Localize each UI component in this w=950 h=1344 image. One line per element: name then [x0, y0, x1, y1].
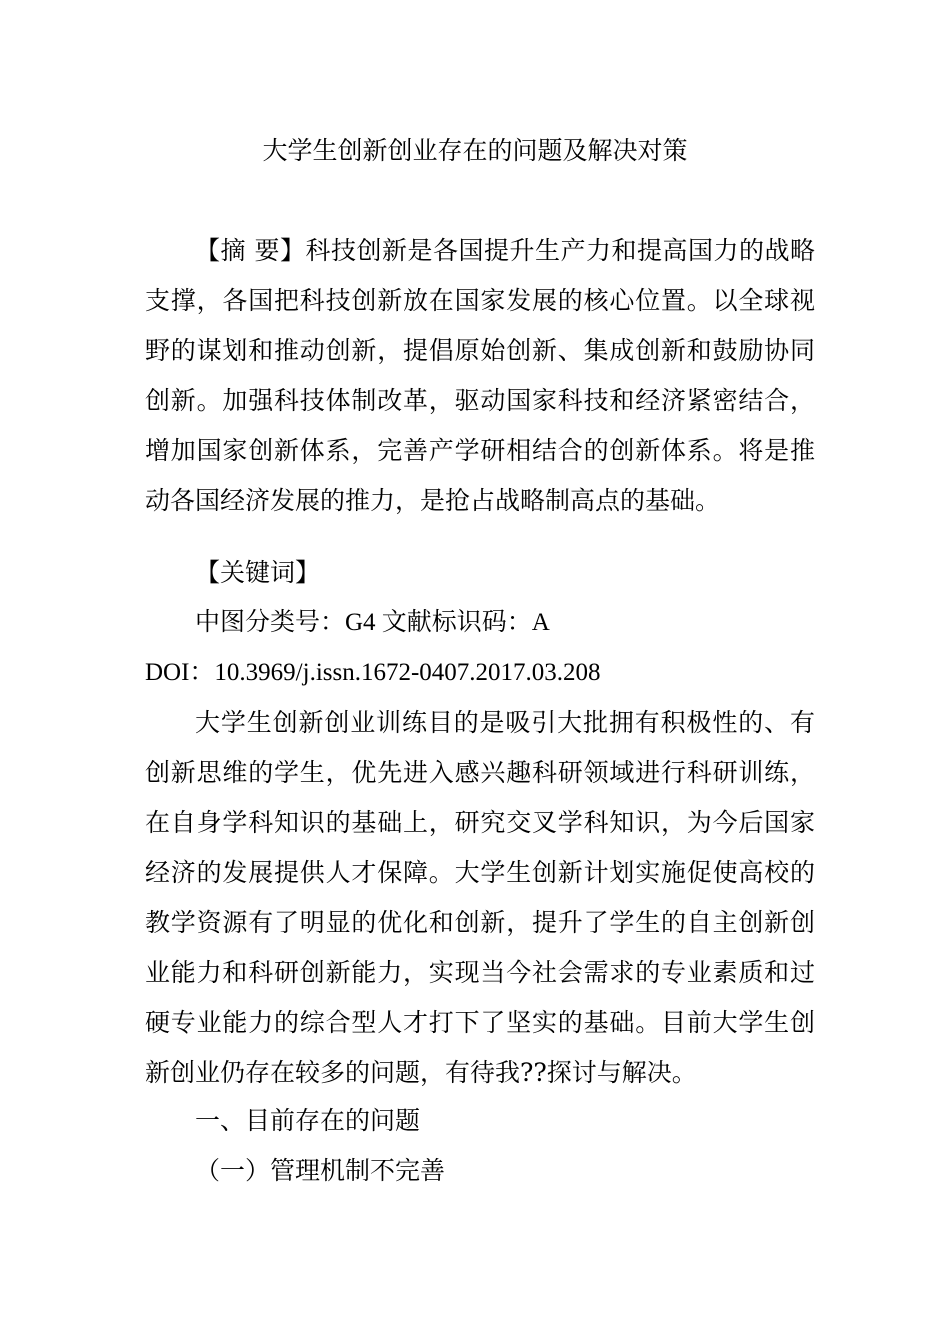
intro-paragraph: 大学生创新创业训练目的是吸引大批拥有积极性的、有创新思维的学生，优先进入感兴趣科研领域进行科研训练，在自身学科知识的基础上，研究交叉学科知识，为今后国家经济的发展提供人才保障。大学生创新计划实施促使高校的教学资源有了明显的优化和创新，提升了学生的自主创新创业能力和科研创新能力，实现当今社会需求的专业素质和过硬专业能力的综合型人才打下了坚实的基础。目前大学生创新创业仍存在较多的问题，有待我??探讨与解决。 [145, 708, 815, 1087]
document-title: 大学生创新创业存在的问题及解决对策 [262, 136, 688, 165]
doi-line: DOI：10.3969/j.issn.1672-0407.2017.03.208 [145, 659, 601, 686]
section-heading: 一、目前存在的问题 [195, 1106, 421, 1135]
classification-line: 中图分类号：G4 文献标识码：A [195, 609, 550, 636]
abstract-paragraph: 【摘 要】科技创新是各国提升生产力和提高国力的战略支撑，各国把科技创新放在国家发展的核心位置。以全球视野的谋划和推动创新，提倡原始创新、集成创新和鼓励协同创新。加强科技体制改革，驱动国家科技和经济紧密结合，增加国家创新体系，完善产学研相结合的创新体系。将是推动各国经济发展的推力，是抢占战略制高点的基础。 [145, 236, 815, 515]
subsection-heading: （一）管理机制不完善 [195, 1156, 446, 1185]
keywords-label: 【关键词】 [195, 558, 321, 587]
